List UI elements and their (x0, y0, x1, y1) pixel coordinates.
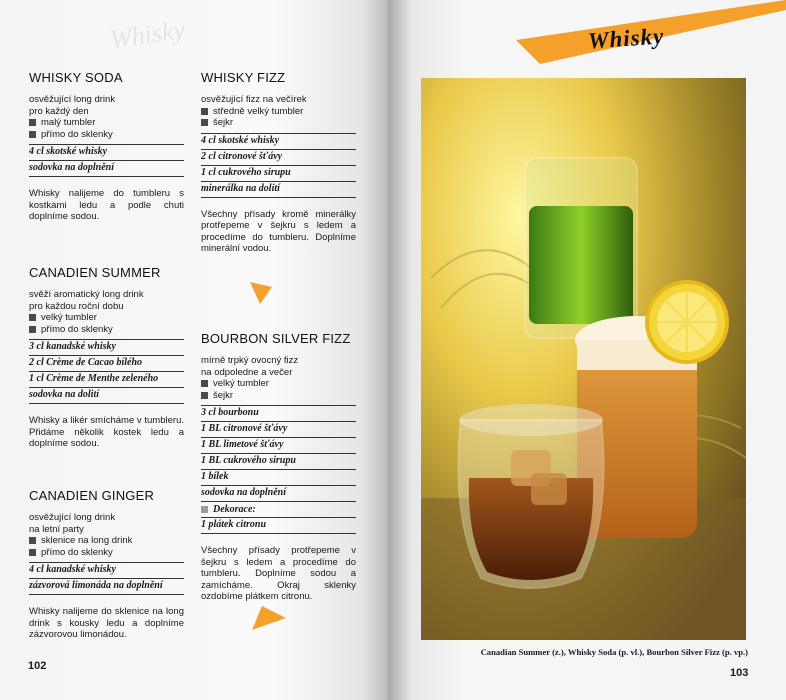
recipe-instructions: Všechny přísady kromě minerálky protřepeme v šejkru s ledem a procedíme do tumbleru. Doplníme minerální vodou. (201, 208, 356, 255)
cocktail-photo (421, 78, 746, 640)
recipe-description: svěží aromatický long drink pro každou roční dobu (29, 289, 144, 312)
method-item: přímo do sklenky (29, 547, 184, 559)
ingredient: 1 bílek (201, 470, 356, 486)
ingredient: 3 cl bourbonu (201, 406, 356, 422)
ingredient: 4 cl skotské whisky (29, 145, 184, 161)
decoration-label: Dekorace: (201, 502, 356, 518)
right-page (388, 0, 786, 700)
recipe-description: osvěžující fizz na večírek (201, 94, 307, 105)
bullet-square-icon (29, 119, 36, 126)
photo-caption: Canadian Summer (z.), Whisky Soda (p. vl.), Bourbon Silver Fizz (p. vp.) (480, 647, 748, 657)
ingredient: sodovka na doplnění (201, 486, 356, 502)
bullet-square-icon (201, 392, 208, 399)
ingredient-list (201, 133, 356, 198)
ingredient: 1 cl Crème de Menthe zeleného (29, 372, 184, 388)
recipe-whisky-soda (29, 70, 184, 223)
orange-triangle-marker (252, 606, 286, 630)
ingredient: 1 BL limetové šťávy (201, 438, 356, 454)
recipe-description: osvěžující long drink na letní party (29, 512, 116, 535)
section-title: Whisky (587, 23, 666, 54)
ingredient: sodovka na dolití (29, 388, 184, 404)
page-number: 103 (730, 667, 749, 679)
ingredient: minerálka na dolití (201, 182, 356, 198)
glass-item: středně velký tumbler (201, 106, 356, 118)
ingredient-list (29, 562, 184, 595)
glass-item: malý tumbler (29, 117, 184, 129)
bullet-square-icon (201, 506, 208, 513)
orange-triangle-marker (250, 282, 272, 304)
glass-item: sklenice na long drink (29, 535, 184, 547)
recipe-canadien-summer (29, 265, 184, 450)
recipe-title: BOURBON SILVER FIZZ (201, 331, 351, 346)
ingredient: 4 cl skotské whisky (201, 134, 356, 150)
recipe-title: CANADIEN GINGER (29, 488, 155, 503)
ingredient-list (29, 144, 184, 177)
ghost-header-text: Whisky (108, 14, 187, 55)
recipe-title: WHISKY FIZZ (201, 70, 286, 85)
page-number: 102 (28, 660, 47, 672)
ingredient: 3 cl kanadské whisky (29, 340, 184, 356)
recipe-description: osvěžující long drink pro každý den (29, 94, 116, 117)
ingredient: 1 BL cukrového sirupu (201, 454, 356, 470)
ingredient: 2 cl Crème de Cacao bílého (29, 356, 184, 372)
method-item: přímo do sklenky (29, 324, 184, 336)
ingredient: 4 cl kanadské whisky (29, 563, 184, 579)
ingredient: 1 plátek citronu (201, 518, 356, 534)
bullet-square-icon (29, 537, 36, 544)
ingredient: 1 BL citronové šťávy (201, 422, 356, 438)
method-item: šejkr (201, 390, 356, 402)
left-page (0, 0, 388, 700)
recipe-canadien-ginger (29, 488, 184, 641)
recipe-instructions: Všechny přísady protřepeme v šejkru s ledem a procedíme do tumbleru. Doplníme sodou a zamícháme. Okraj sklenky ozdobíme plátkem citronu. (201, 545, 356, 603)
bullet-square-icon (29, 549, 36, 556)
recipe-instructions: Whisky nalijeme do sklenice na long drink s kousky ledu a doplníme zázvorovou limonádou. (29, 606, 184, 641)
bullet-square-icon (29, 326, 36, 333)
bullet-square-icon (201, 380, 208, 387)
bullet-square-icon (201, 108, 208, 115)
ingredient: sodovka na doplnění (29, 161, 184, 177)
ingredient: 2 cl citronové šťávy (201, 150, 356, 166)
recipe-bourbon-silver-fizz (201, 331, 356, 603)
bullet-square-icon (201, 119, 208, 126)
ingredient-list (201, 405, 356, 534)
recipe-description: mírně trpký ovocný fizz na odpoledne a večer (201, 355, 299, 378)
recipe-instructions: Whisky a likér smícháme v tumbleru. Přidáme několik kostek ledu a doplníme sodou. (29, 415, 184, 450)
cocktail-photo-illustration (421, 78, 746, 640)
method-item: přímo do sklenky (29, 129, 184, 141)
recipe-title: CANADIEN SUMMER (29, 265, 161, 280)
glass-item: velký tumbler (201, 378, 356, 390)
bullet-square-icon (29, 314, 36, 321)
method-item: šejkr (201, 117, 356, 129)
ingredient: 1 cl cukrového sirupu (201, 166, 356, 182)
bullet-square-icon (29, 131, 36, 138)
recipe-title: WHISKY SODA (29, 70, 123, 85)
recipe-instructions: Whisky nalijeme do tumbleru s kostkami ledu a podle chuti doplníme sodou. (29, 188, 184, 223)
recipe-whisky-fizz (201, 70, 356, 255)
ingredient-list (29, 339, 184, 404)
ingredient: zázvorová limonáda na doplnění (29, 579, 184, 595)
glass-item: velký tumbler (29, 312, 184, 324)
